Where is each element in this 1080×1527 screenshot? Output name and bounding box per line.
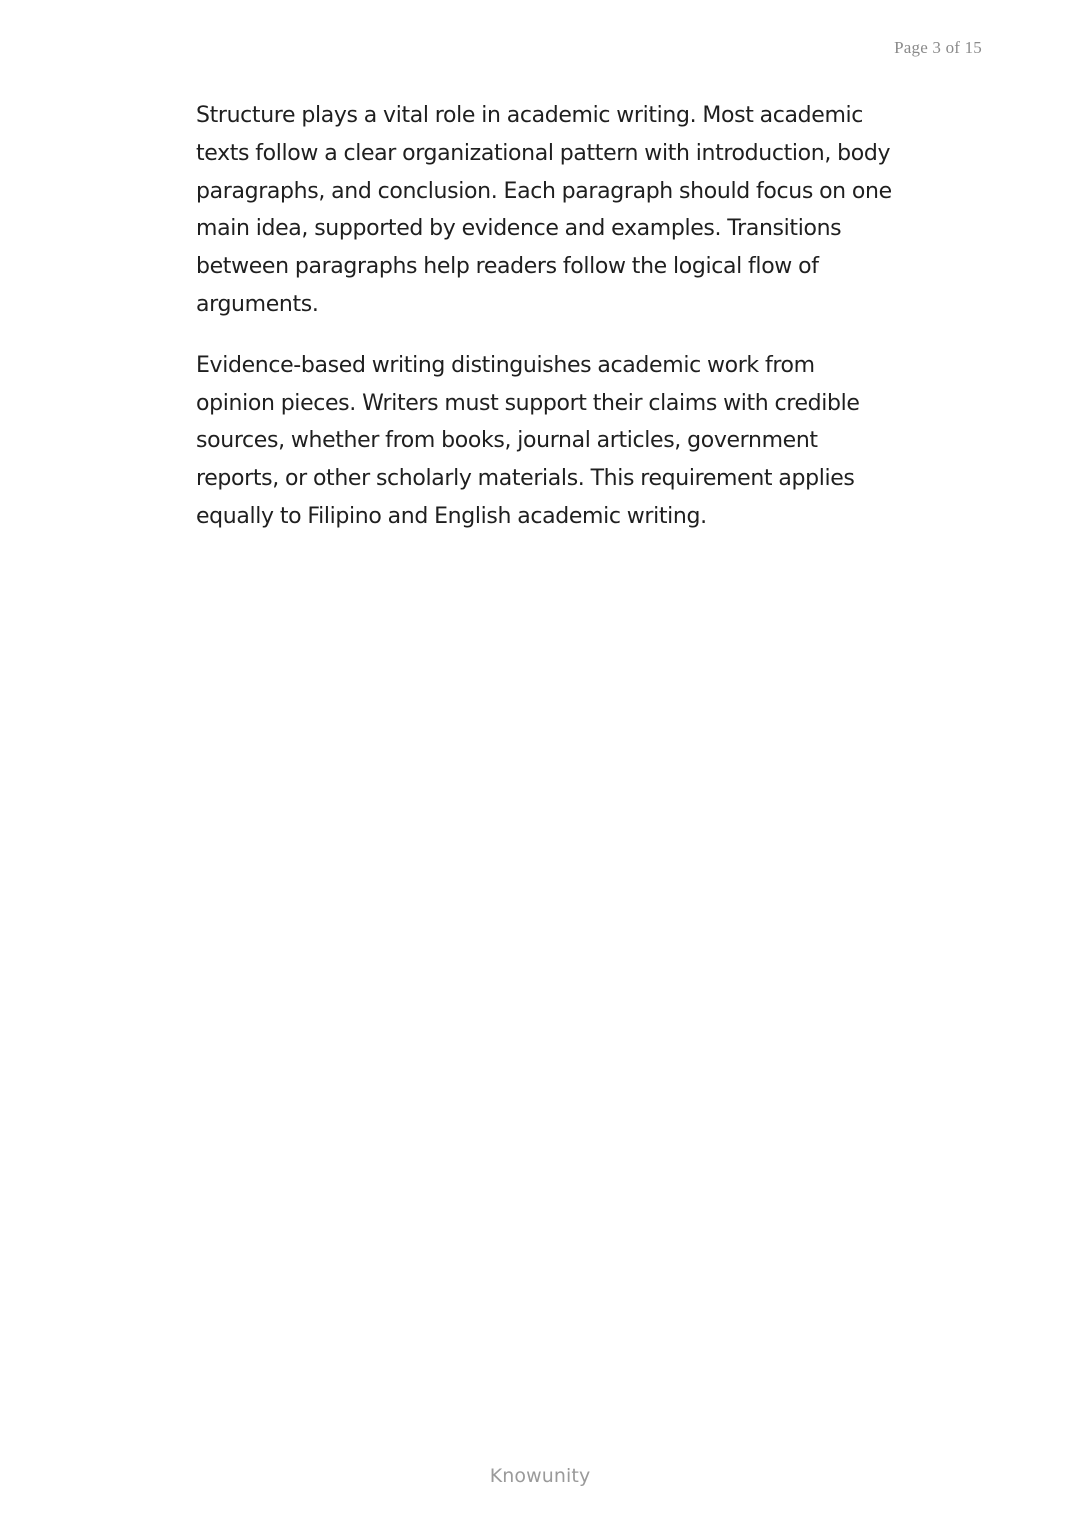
paragraph-structure: Structure plays a vital role in academic writing. Most academic texts follow a clear organizational pattern with introduction, body paragraphs, and conclusion. Each paragraph should focus on one main idea, supported by evidence and examples. Transitions between paragraphs help readers follow the logical flow of arguments. (196, 103, 892, 317)
page-indicator: Page 3 of 15 (894, 38, 982, 57)
footer-watermark: Knowunity (489, 1465, 591, 1487)
document-body (196, 97, 896, 559)
paragraph-evidence: Evidence-based writing distinguishes academic work from opinion pieces. Writers must support their claims with credible sources, whether from books, journal articles, government reports, or other scholarly materials. This requirement applies equally to Filipino and English academic writing. (196, 352, 860, 529)
